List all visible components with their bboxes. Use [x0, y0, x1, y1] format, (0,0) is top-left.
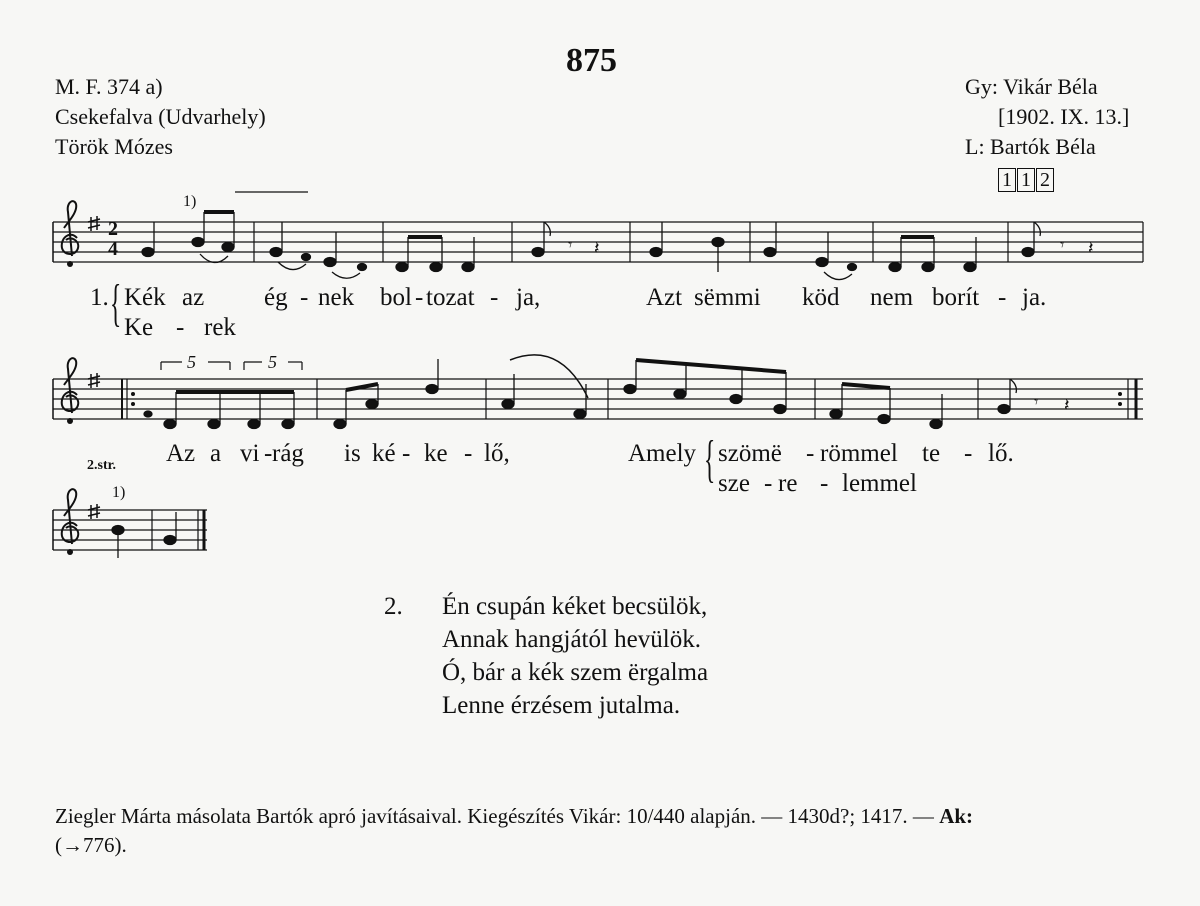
syllable: ké	[372, 440, 396, 467]
lyric-brace-1: {	[110, 275, 122, 332]
footnote-mark: 1)	[112, 484, 126, 501]
slur-system-2	[510, 355, 588, 398]
syllable: -	[764, 470, 773, 497]
footer-text: Ziegler Márta másolata Bartók apró javításaival. Kiegészítés Vikár: 10/440 alapján. — 1430d?; 1417. —	[55, 804, 934, 828]
syllable: -	[964, 440, 973, 467]
syllable: vi	[240, 440, 260, 467]
syllable: lő.	[988, 440, 1014, 467]
syllable: -	[820, 470, 829, 497]
syllable: te	[922, 440, 941, 467]
syllable: sëmmi	[694, 284, 761, 311]
slurs-system-1	[200, 254, 852, 280]
footnote-mark: 1)	[183, 193, 197, 210]
syllable: -	[490, 284, 499, 311]
time-signature	[108, 219, 118, 259]
syllable: rek	[204, 314, 236, 341]
syllable: -	[464, 440, 473, 467]
notes-system-2	[144, 359, 1070, 429]
syllable: Azt	[646, 284, 683, 311]
form-box: 1	[1017, 168, 1035, 192]
syllable: az	[182, 284, 205, 311]
verse-line: Annak hangjától hevülök.	[442, 626, 701, 653]
time-signature-top: 2	[108, 218, 118, 240]
syllable: Az	[166, 440, 196, 467]
time-signature-bottom: 4	[108, 238, 118, 260]
syllable: -	[176, 314, 185, 341]
form-box: 2	[1036, 168, 1054, 192]
syllable: -	[806, 440, 815, 467]
syllable: a	[210, 440, 222, 467]
svg-text:𝄾: 𝄾	[1060, 237, 1065, 254]
performer: Török Mózes	[55, 134, 173, 159]
syllable: ja.	[1022, 284, 1047, 311]
collector: Gy: Vikár Béla	[965, 74, 1098, 99]
collection-date: [1902. IX. 13.]	[998, 104, 1130, 129]
verse-line: Én csupán kéket becsülök,	[442, 593, 708, 620]
syllable: köd	[802, 284, 840, 311]
syllable: -	[998, 284, 1007, 311]
svg-text:𝄽: 𝄽	[594, 238, 600, 258]
location: Csekefalva (Udvarhely)	[55, 104, 266, 129]
verse-2-number: 2.	[384, 593, 403, 620]
syllable: szömë	[718, 440, 782, 467]
sharp-icon	[88, 504, 100, 519]
syllable: borít	[932, 284, 980, 311]
syllable: -	[402, 440, 411, 467]
treble-clef-icon	[62, 201, 79, 267]
tuplet-label: 5	[187, 352, 196, 372]
svg-text:𝄾: 𝄾	[568, 237, 573, 254]
verse-number-1: 1.	[90, 284, 109, 311]
verse-line: Ó, bár a kék szem ërgalma	[442, 659, 709, 686]
syllable: nek	[318, 284, 355, 311]
syllable: lő,	[484, 440, 510, 467]
footer-note	[55, 802, 1150, 860]
lyric-brace-2: {	[704, 431, 716, 488]
syllable: Amely	[628, 440, 697, 467]
syllable: Kék	[124, 284, 166, 311]
syllable: nem	[870, 284, 914, 311]
syllable: ég	[264, 284, 288, 311]
catalog-id: M. F. 374 a)	[55, 74, 163, 99]
treble-clef-icon	[62, 489, 79, 555]
syllable: re	[778, 470, 798, 497]
sharp-icon	[88, 216, 100, 231]
tuplet-label: 5	[268, 352, 277, 372]
song-number: 875	[566, 42, 617, 79]
syllable: -	[300, 284, 309, 311]
svg-text:𝄽: 𝄽	[1064, 395, 1070, 415]
notes-system-3	[112, 512, 176, 558]
syllable: -	[264, 440, 273, 467]
treble-clef-icon	[62, 358, 79, 424]
footer-line-2: (→776).	[55, 833, 127, 857]
syllable: -	[415, 284, 424, 311]
syllable: is	[344, 440, 361, 467]
verse-2-text	[442, 590, 708, 722]
syllable: lemmel	[842, 470, 917, 497]
form-box: 1	[998, 168, 1016, 192]
syllable: bol	[380, 284, 412, 311]
notation-by: L: Bartók Béla	[965, 134, 1096, 159]
footer-line-1	[55, 802, 1150, 831]
syllable: rág	[272, 440, 304, 467]
svg-text:𝄾: 𝄾	[1034, 394, 1039, 411]
syllable: ja,	[516, 284, 541, 311]
syllable: tozat	[426, 284, 475, 311]
syllable: sze	[718, 470, 750, 497]
verse-line: Lenne érzésem jutalma.	[442, 692, 681, 719]
syllable: Ke	[124, 314, 154, 341]
svg-text:𝄽: 𝄽	[1088, 238, 1094, 258]
sharp-icon	[88, 373, 100, 388]
ak-label: Ak:	[939, 804, 974, 828]
syllable: ke	[424, 440, 448, 467]
second-strophe-label: 2.str.	[87, 458, 117, 473]
syllable: römmel	[820, 440, 898, 467]
